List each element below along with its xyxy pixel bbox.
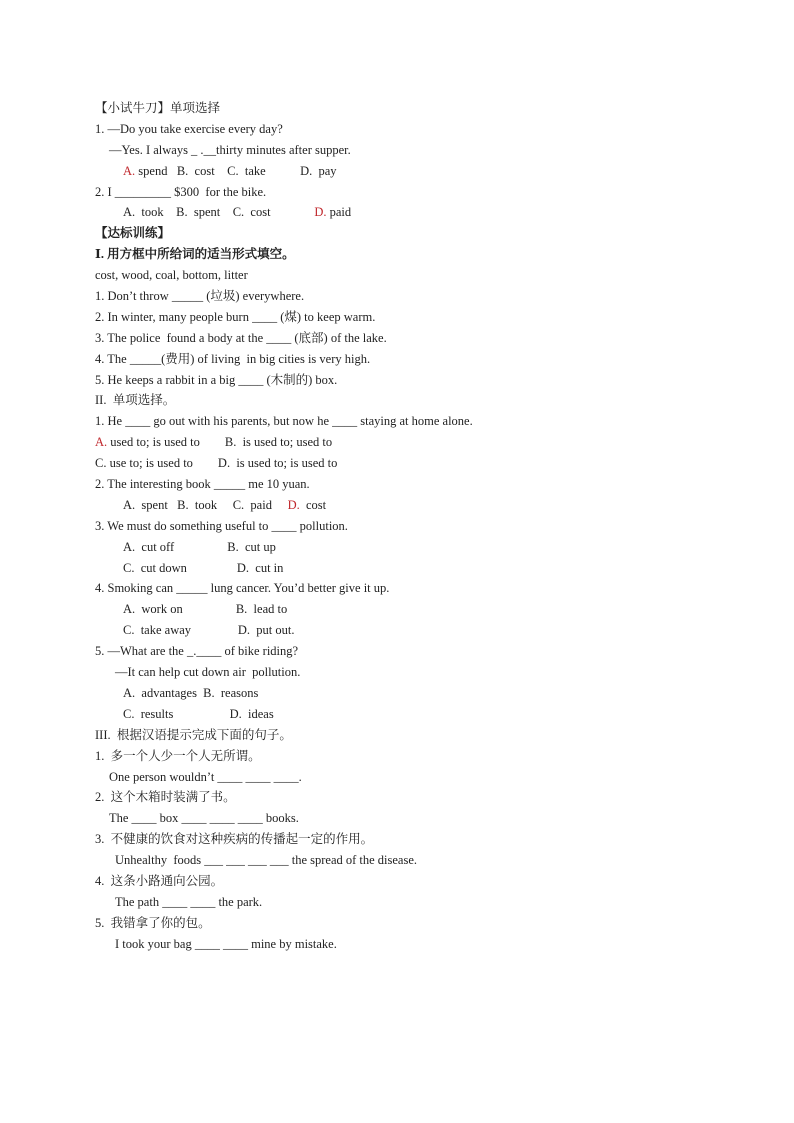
line-text: spend B. cost C. take D. pay	[135, 163, 337, 178]
worksheet-line	[95, 390, 715, 411]
line-text: 5. —What are the _.____ of bike riding?	[95, 644, 299, 659]
line-text: C. use to; is used to D. is used to; is used to	[95, 456, 338, 471]
line-text: Ⅰ. 用方框中所给词的适当形式填空。	[95, 247, 295, 262]
line-text: —It can help cut down air pollution.	[115, 665, 301, 680]
worksheet-line	[95, 202, 715, 223]
worksheet-line	[95, 411, 715, 432]
line-text: cost	[299, 497, 327, 512]
worksheet-line	[95, 829, 715, 850]
line-text: One person wouldn’t ____ ____ ____.	[109, 769, 302, 784]
worksheet-line	[95, 182, 715, 203]
worksheet-line	[95, 537, 715, 558]
worksheet-line	[95, 286, 715, 307]
line-prefix: A. took B. spent C. cost	[123, 205, 315, 220]
worksheet-line	[95, 558, 715, 579]
line-text: 3. The police found a body at the ____ (底部) of the lake.	[95, 330, 387, 345]
worksheet-line	[95, 641, 715, 662]
worksheet-line	[95, 244, 715, 265]
worksheet-line	[95, 808, 715, 829]
line-text: 2. The interesting book _____ me 10 yuan.	[95, 477, 310, 492]
line-text: 1. —Do you take exercise every day?	[95, 121, 283, 136]
worksheet-line	[95, 746, 715, 767]
worksheet-line	[95, 934, 715, 955]
line-text: A. cut off B. cut up	[123, 539, 276, 554]
line-text: 1. Don’t throw _____ (垃圾) everywhere.	[95, 289, 305, 304]
answer-letter: A.	[123, 163, 136, 178]
line-text: 3. 不健康的饮食对这种疾病的传播起一定的作用。	[95, 832, 374, 847]
line-text: III. 根据汉语提示完成下面的句子。	[95, 727, 292, 742]
answer-letter: D.	[314, 205, 327, 220]
worksheet-line	[95, 307, 715, 328]
worksheet	[95, 98, 715, 955]
line-text: 4. The _____(费用) of living in big cities is very high.	[95, 351, 371, 366]
line-text: 1. 多一个人少一个人无所谓。	[95, 748, 261, 763]
line-text: paid	[326, 205, 352, 220]
line-text: 5. He keeps a rabbit in a big ____ (木制的) box.	[95, 372, 338, 387]
worksheet-line	[95, 683, 715, 704]
worksheet-line	[95, 432, 715, 453]
line-text: The path ____ ____ the park.	[115, 894, 263, 909]
line-text: A. advantages B. reasons	[123, 685, 259, 700]
line-text: C. take away D. put out.	[123, 623, 295, 638]
worksheet-line	[95, 704, 715, 725]
line-text: cost, wood, coal, bottom, litter	[95, 268, 248, 283]
worksheet-line	[95, 892, 715, 913]
worksheet-line	[95, 453, 715, 474]
line-text: 4. 这条小路通向公园。	[95, 873, 224, 888]
line-text: I took your bag ____ ____ mine by mistake.	[115, 936, 337, 951]
line-text: 1. He ____ go out with his parents, but now he ____ staying at home alone.	[95, 414, 473, 429]
worksheet-line	[95, 223, 715, 244]
worksheet-line	[95, 370, 715, 391]
answer-letter: D.	[287, 497, 300, 512]
line-text: 3. We must do something useful to ____ pollution.	[95, 518, 348, 533]
worksheet-line	[95, 850, 715, 871]
worksheet-line	[95, 328, 715, 349]
worksheet-line	[95, 913, 715, 934]
worksheet-line	[95, 161, 715, 182]
line-text: 【小试牛刀】单项选择	[95, 101, 221, 115]
line-text: 2. 这个木箱时装满了书。	[95, 790, 236, 805]
worksheet-line	[95, 620, 715, 641]
line-text: The ____ box ____ ____ ____ books.	[109, 811, 299, 826]
line-prefix: A. spent B. took C. paid	[123, 497, 288, 512]
line-text: —Yes. I always _ .__thirty minutes after supper.	[109, 142, 351, 157]
line-text: C. cut down D. cut in	[123, 560, 284, 575]
line-text: Unhealthy foods ___ ___ ___ ___ the spread of the disease.	[115, 853, 418, 868]
line-text: C. results D. ideas	[123, 706, 274, 721]
line-text: 5. 我错拿了你的包。	[95, 915, 211, 930]
worksheet-line	[95, 578, 715, 599]
worksheet-line	[95, 767, 715, 788]
worksheet-line	[95, 725, 715, 746]
worksheet-line	[95, 98, 715, 119]
line-text: II. 单项选择。	[95, 393, 176, 408]
line-text: 2. I _________ $300 for the bike.	[95, 184, 267, 199]
worksheet-line	[95, 265, 715, 286]
worksheet-line	[95, 349, 715, 370]
answer-letter: A.	[95, 435, 108, 450]
worksheet-line	[95, 662, 715, 683]
worksheet-line	[95, 516, 715, 537]
line-text: A. work on B. lead to	[123, 602, 288, 617]
worksheet-line	[95, 495, 715, 516]
worksheet-line	[95, 871, 715, 892]
line-text: used to; is used to B. is used to; used to	[107, 435, 333, 450]
worksheet-line	[95, 787, 715, 808]
line-text: 【达标训练】	[95, 226, 171, 241]
worksheet-line	[95, 599, 715, 620]
line-text: 2. In winter, many people burn ____ (煤) to keep warm.	[95, 309, 376, 324]
worksheet-line	[95, 119, 715, 140]
worksheet-line	[95, 140, 715, 161]
worksheet-line	[95, 474, 715, 495]
line-text: 4. Smoking can _____ lung cancer. You’d better give it up.	[95, 581, 390, 596]
